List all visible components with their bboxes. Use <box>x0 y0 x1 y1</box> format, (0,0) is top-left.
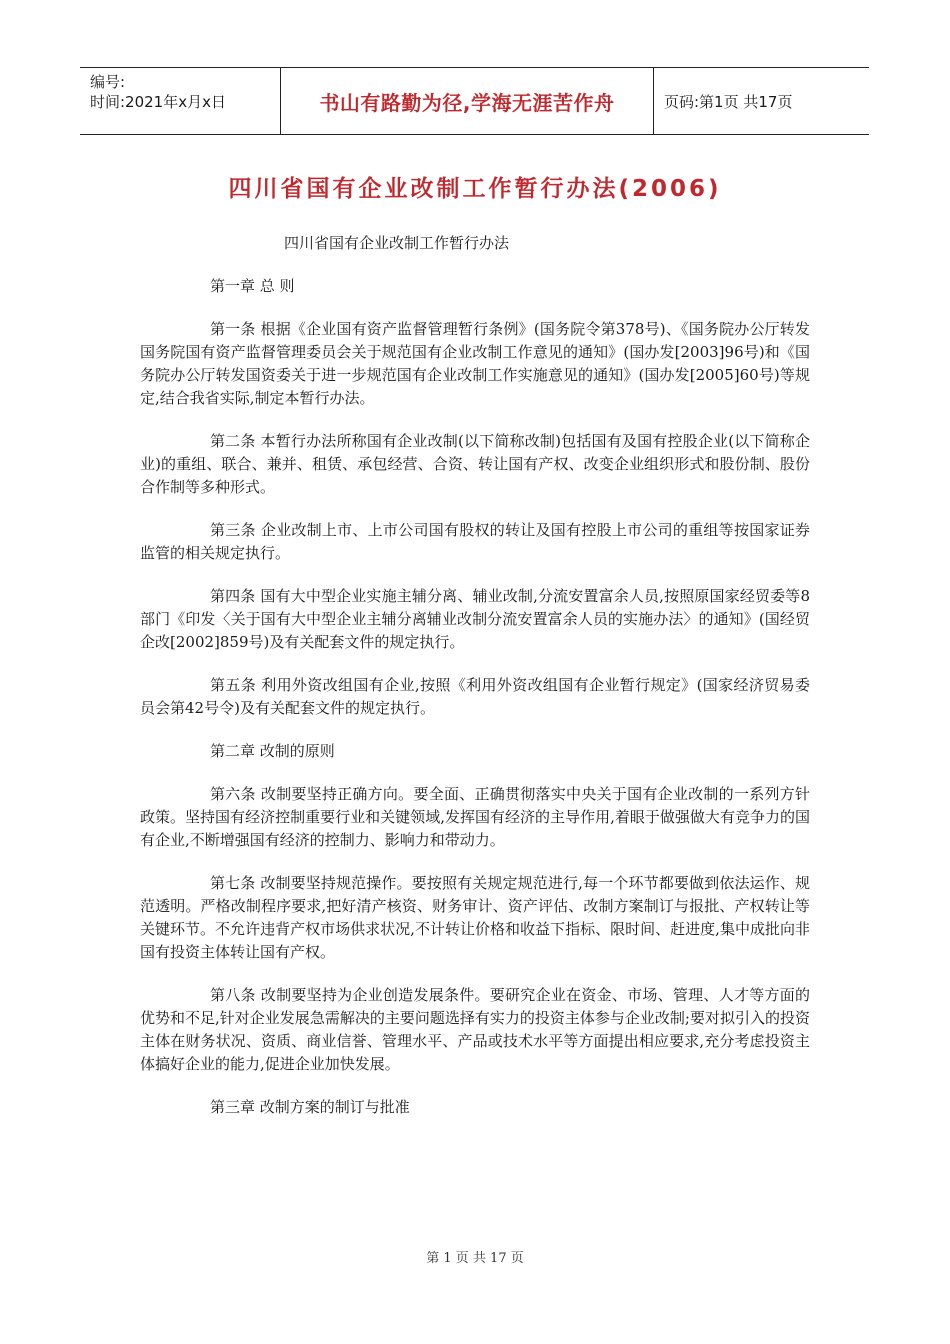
article-paragraph: 第三条 企业改制上市、上市公司国有股权的转让及国有控股上市公司的重组等按国家证券监管的相关规定执行。 <box>140 521 810 562</box>
article-paragraph: 第二条 本暂行办法所称国有企业改制(以下简称改制)包括国有及国有控股企业(以下简称企业)的重组、联合、兼并、租赁、承包经营、合资、转让国有产权、改变企业组织形式和股份制、股份合作制等多种形式。 <box>140 432 810 496</box>
document-subtitle: 四川省国有企业改制工作暂行办法 <box>284 234 510 252</box>
document-body <box>140 232 810 1139</box>
page-footer: 第 1 页 共 17 页 <box>426 1251 524 1266</box>
date-label: 时间:2021年x月x日 <box>90 93 226 111</box>
header-meta-cell <box>80 68 280 134</box>
article-paragraph: 第六条 改制要坚持正确方向。要全面、正确贯彻落实中央关于国有企业改制的一系列方针政策。坚持国有经济控制重要行业和关键领域,发挥国有经济的主导作用,着眼于做强做大有竞争力的国有企业,不断增强国有经济的控制力、影响力和带动力。 <box>140 785 810 849</box>
number-label: 编号: <box>90 73 126 91</box>
header-page-info: 页码:第1页 共17页 <box>664 92 793 111</box>
document-title: 四川省国有企业改制工作暂行办法(2006) <box>228 176 722 202</box>
article-paragraph: 第一条 根据《企业国有资产监督管理暂行条例》(国务院令第378号)、《国务院办公厅转发国务院国有资产监督管理委员会关于规范国有企业改制工作意见的通知》(国办发[2003]96号)和《国务院办公厅转发国资委关于进一步规范国有企业改制工作实施意见的通知》(国办发[2005]60号)等规定,结合我省实际,制定本暂行办法。 <box>140 320 810 407</box>
article-paragraph: 第四条 国有大中型企业实施主辅分离、辅业改制,分流安置富余人员,按照原国家经贸委等8部门《印发〈关于国有大中型企业主辅分离辅业改制分流安置富余人员的实施办法〉的通知》(国经贸企改[2002]859号)及有关配套文件的规定执行。 <box>140 587 810 651</box>
document-blocks <box>140 275 810 1119</box>
article-paragraph: 第七条 改制要坚持规范操作。要按照有关规定规范进行,每一个环节都要做到依法运作、规范透明。严格改制程序要求,把好清产核资、财务审计、资产评估、改制方案制订与报批、产权转让等关键环节。不允许违背产权市场供求状况,不计转让价格和收益下指标、限时间、赶进度,集中成批向非国有投资主体转让国有产权。 <box>140 874 810 961</box>
article-paragraph: 第五条 利用外资改组国有企业,按照《利用外资改组国有企业暂行规定》(国家经济贸易委员会第42号令)及有关配套文件的规定执行。 <box>140 676 810 717</box>
chapter-heading: 第一章 总 则 <box>210 277 295 295</box>
header-table <box>80 67 869 135</box>
header-motto: 书山有路勤为径,学海无涯苦作舟 <box>280 68 654 134</box>
article-paragraph: 第八条 改制要坚持为企业创造发展条件。要研究企业在资金、市场、管理、人才等方面的优势和不足,针对企业发展急需解决的主要问题选择有实力的投资主体参与企业改制;要对拟引入的投资主体在财务状况、资质、商业信誉、管理水平、产品或技术水平等方面提出相应要求,充分考虑投资主体搞好企业的能力,促进企业加快发展。 <box>140 986 810 1073</box>
chapter-heading: 第二章 改制的原则 <box>210 742 335 760</box>
chapter-heading: 第三章 改制方案的制订与批准 <box>210 1098 410 1116</box>
